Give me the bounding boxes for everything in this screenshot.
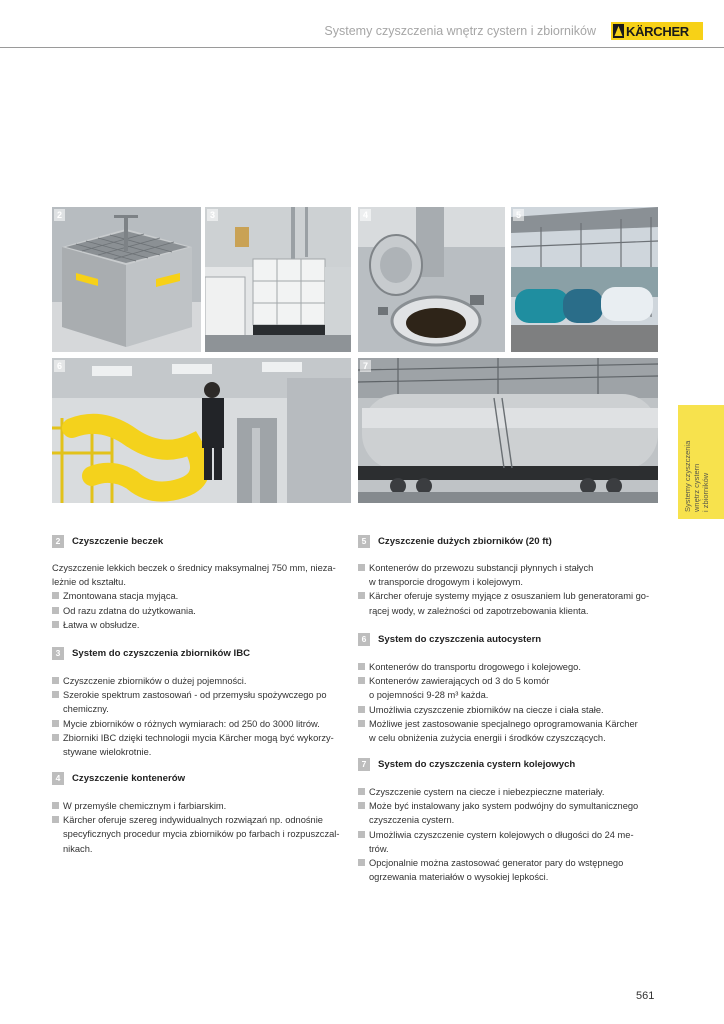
section-number: 6	[358, 633, 370, 646]
header-title: Systemy czyszczenia wnętrz cystern i zbiorników	[324, 24, 596, 38]
bullet-item: Opcjonalnie można zastosować generator pary do wstępnego ogrzewania materiałów o wysokiej lepkości.	[358, 856, 654, 884]
photo-number: 3	[207, 209, 218, 221]
bullet-item: Możliwe jest zastosowanie specjalnego oprogramowania Kärcher w celu obniżenia zużycia energii i środków czyszczących.	[358, 717, 654, 745]
section-title: Czyszczenie dużych zbiorników (20 ft)	[378, 535, 552, 547]
photo-railway-tank	[358, 358, 658, 503]
photo-number: 6	[54, 360, 65, 372]
section-body	[358, 785, 654, 884]
bullet-square	[358, 706, 365, 713]
bullet-square	[358, 788, 365, 795]
bullet-item: Mycie zbiorników o różnych wymiarach: od 250 do 3000 litrów.	[52, 717, 348, 731]
section-number: 3	[52, 647, 64, 660]
bullet-square	[358, 677, 365, 684]
bullet-square	[52, 734, 59, 741]
bullet-item: Łatwa w obsłudze.	[52, 618, 348, 632]
bullet-item: Kontenerów do przewozu substancji płynnych i stałych w transporcie drogowym i kolejowym.	[358, 561, 654, 589]
section-title: System do czyszczenia autocystern	[378, 633, 542, 645]
bullet-item: Zbiorniki IBC dzięki technologii mycia Kärcher mogą być wykorzy- stywane wielokrotnie.	[52, 731, 348, 759]
bullet-item: Od razu zdatna do użytkowania.	[52, 604, 348, 618]
photo-number: 5	[513, 209, 524, 221]
bullet-square	[358, 720, 365, 727]
section-heading	[358, 632, 541, 646]
section-title: Czyszczenie beczek	[72, 535, 164, 547]
bullet-item: Zmontowana stacja myjąca.	[52, 589, 348, 603]
bullet-square	[358, 564, 365, 571]
bullet-square	[358, 592, 365, 599]
bullet-item: Czyszczenie cystern na ciecze i niebezpieczne materiały.	[358, 785, 654, 799]
bullet-item: Kärcher oferuje szereg indywidualnych rozwiązań np. odnośnie specyficznych procedur mycia zbiorników po farbach i rozpuszczal- nikach.	[52, 813, 348, 856]
section-heading	[52, 646, 250, 660]
bullet-item: Może być instalowany jako system podwójny do symultanicznego czyszczenia cystern.	[358, 799, 654, 827]
bullet-item: W przemyśle chemicznym i farbiarskim.	[52, 799, 348, 813]
photo-tank-hatch	[358, 207, 505, 352]
photo-tank-truck-cleaning	[52, 358, 351, 503]
bullet-item: Kontenerów do transportu drogowego i kolejowego.	[358, 660, 654, 674]
page-number: 561	[636, 990, 655, 1002]
section-title: System do czyszczenia zbiorników IBC	[72, 647, 251, 659]
bullet-square	[52, 621, 59, 628]
section-number: 7	[358, 758, 370, 771]
section-body: Czyszczenie lekkich beczek o średnicy maksymalnej 750 mm, nieza- leżnie od kształtu. Zmontowana stacja myjąca. Od razu zdatna do użytkowania. Łatwa w obsłudze.	[52, 561, 348, 632]
section-number: 4	[52, 772, 64, 785]
bullet-item: Kärcher oferuje systemy myjące z osuszaniem lub generatorami go- rącej wody, w zależności od zapotrzebowania klienta.	[358, 589, 654, 617]
svg-text:KÄRCHER: KÄRCHER	[626, 24, 689, 39]
bullet-square	[52, 802, 59, 809]
bullet-square	[52, 691, 59, 698]
karcher-logo	[611, 22, 703, 40]
bullet-square	[52, 816, 59, 823]
bullet-square	[52, 607, 59, 614]
bullet-square	[52, 592, 59, 599]
bullet-item: Umożliwia czyszczenie zbiorników na ciecze i ciała stałe.	[358, 703, 654, 717]
bullet-item: Umożliwia czyszczenie cystern kolejowych o długości do 24 me- trów.	[358, 828, 654, 856]
bullet-item: Szerokie spektrum zastosowań - od przemysłu spożywczego po chemiczny.	[52, 688, 348, 716]
section-heading	[358, 757, 575, 771]
header-rule	[0, 47, 724, 48]
bullet-square	[358, 802, 365, 809]
bullet-square	[358, 831, 365, 838]
bullet-square	[52, 677, 59, 684]
photo-tank-containers	[511, 207, 658, 352]
section-body	[52, 674, 348, 759]
page-header	[0, 0, 724, 50]
section-body	[358, 660, 654, 745]
section-body	[52, 799, 348, 856]
bullet-square	[358, 663, 365, 670]
photo-barrel-washer	[52, 207, 201, 352]
bullet-square	[358, 859, 365, 866]
photo-ibc-containers	[205, 207, 351, 352]
section-title: System do czyszczenia cystern kolejowych	[378, 758, 576, 770]
section-number: 5	[358, 535, 370, 548]
section-body	[358, 561, 654, 618]
photo-number: 4	[360, 209, 371, 221]
section-number: 2	[52, 535, 64, 548]
bullet-item: Czyszczenie zbiorników o dużej pojemności.	[52, 674, 348, 688]
section-heading	[52, 534, 163, 548]
section-title: Czyszczenie kontenerów	[72, 772, 186, 784]
photo-number: 7	[360, 360, 371, 372]
bullet-item: Kontenerów zawierających od 3 do 5 komór o pojemności 9-28 m³ każda.	[358, 674, 654, 702]
side-tab-label: Systemy czyszczenia wnętrz cystern i zbiorników	[683, 440, 710, 512]
bullet-square	[52, 720, 59, 727]
section-heading	[358, 534, 552, 548]
section-heading	[52, 771, 185, 785]
photo-number: 2	[54, 209, 65, 221]
